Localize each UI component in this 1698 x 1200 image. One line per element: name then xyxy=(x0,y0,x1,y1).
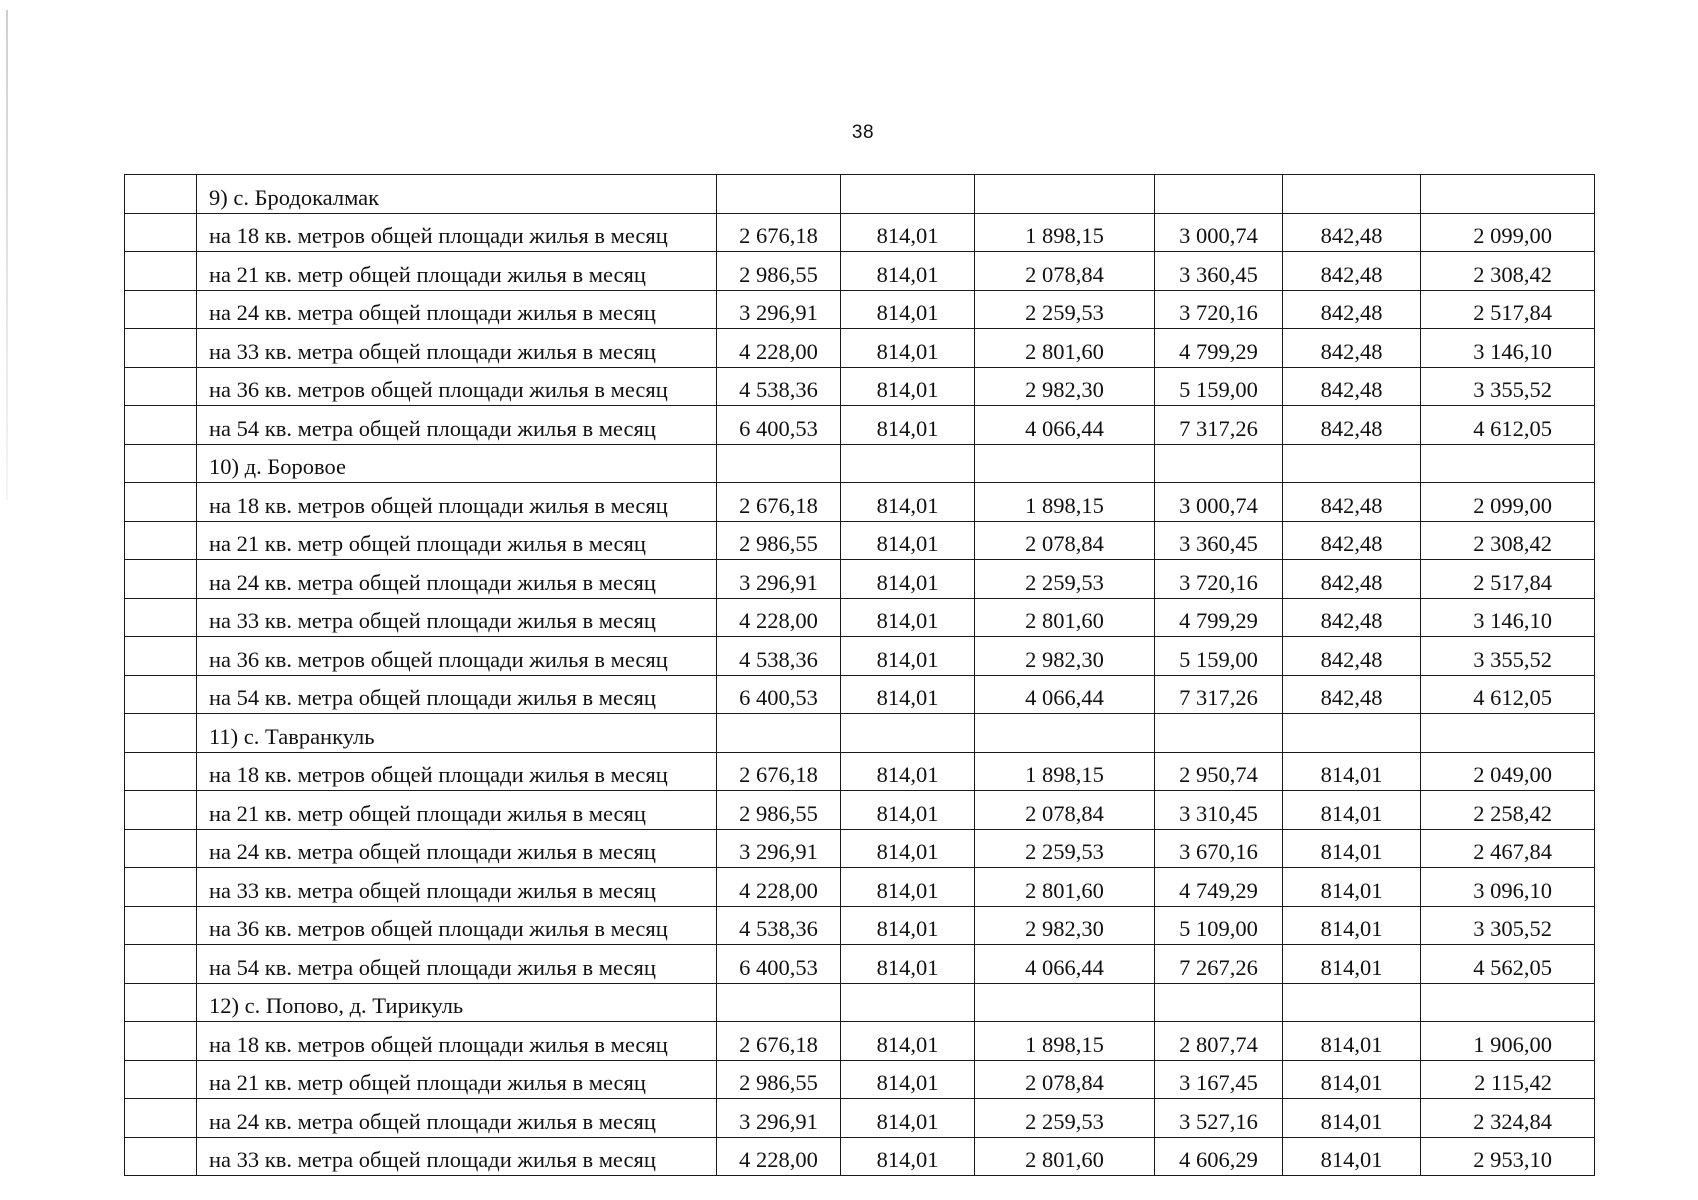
value-cell: 2 801,60 xyxy=(975,868,1155,907)
value-cell: 814,01 xyxy=(841,637,975,676)
table-row xyxy=(125,1060,1595,1099)
value-cell: 2 676,18 xyxy=(717,483,841,522)
empty-cell xyxy=(841,175,975,214)
table-row xyxy=(125,1022,1595,1061)
value-cell: 2 259,53 xyxy=(975,560,1155,599)
value-cell: 4 749,29 xyxy=(1155,868,1283,907)
table-row xyxy=(125,252,1595,291)
value-cell: 3 000,74 xyxy=(1155,483,1283,522)
empty-cell xyxy=(717,983,841,1022)
value-cell: 1 906,00 xyxy=(1421,1022,1595,1061)
value-cell: 2 517,84 xyxy=(1421,290,1595,329)
empty-cell xyxy=(975,983,1155,1022)
index-cell xyxy=(125,752,197,791)
value-cell: 6 400,53 xyxy=(717,675,841,714)
value-cell: 4 066,44 xyxy=(975,675,1155,714)
index-cell xyxy=(125,829,197,868)
row-label: на 24 кв. метра общей площади жилья в месяц xyxy=(197,560,717,599)
table-row xyxy=(125,367,1595,406)
empty-cell xyxy=(1283,983,1421,1022)
row-label: на 18 кв. метров общей площади жилья в месяц xyxy=(197,483,717,522)
empty-cell xyxy=(1155,444,1283,483)
section-title: 11) с. Тавранкуль xyxy=(197,714,717,753)
value-cell: 4 538,36 xyxy=(717,906,841,945)
value-cell: 6 400,53 xyxy=(717,945,841,984)
section-header-row xyxy=(125,175,1595,214)
value-cell: 2 982,30 xyxy=(975,367,1155,406)
empty-cell xyxy=(1283,175,1421,214)
value-cell: 3 355,52 xyxy=(1421,637,1595,676)
value-cell: 2 078,84 xyxy=(975,1060,1155,1099)
value-cell: 3 355,52 xyxy=(1421,367,1595,406)
value-cell: 2 986,55 xyxy=(717,252,841,291)
value-cell: 7 267,26 xyxy=(1155,945,1283,984)
row-label: на 21 кв. метр общей площади жилья в месяц xyxy=(197,1060,717,1099)
value-cell: 1 898,15 xyxy=(975,483,1155,522)
table-row xyxy=(125,637,1595,676)
index-cell xyxy=(125,1137,197,1176)
value-cell: 3 146,10 xyxy=(1421,598,1595,637)
value-cell: 814,01 xyxy=(1283,906,1421,945)
table-row xyxy=(125,752,1595,791)
value-cell: 842,48 xyxy=(1283,637,1421,676)
table-row xyxy=(125,675,1595,714)
value-cell: 842,48 xyxy=(1283,521,1421,560)
value-cell: 3 527,16 xyxy=(1155,1099,1283,1138)
value-cell: 3 296,91 xyxy=(717,290,841,329)
value-cell: 5 109,00 xyxy=(1155,906,1283,945)
index-cell xyxy=(125,367,197,406)
empty-cell xyxy=(717,714,841,753)
value-cell: 3 360,45 xyxy=(1155,521,1283,560)
value-cell: 2 078,84 xyxy=(975,521,1155,560)
value-cell: 4 066,44 xyxy=(975,406,1155,445)
row-label: на 33 кв. метра общей площади жилья в месяц xyxy=(197,868,717,907)
section-title: 9) с. Бродокалмак xyxy=(197,175,717,214)
value-cell: 6 400,53 xyxy=(717,406,841,445)
row-label: на 54 кв. метра общей площади жилья в месяц xyxy=(197,406,717,445)
value-cell: 2 801,60 xyxy=(975,598,1155,637)
value-cell: 842,48 xyxy=(1283,252,1421,291)
row-label: на 54 кв. метра общей площади жилья в месяц xyxy=(197,945,717,984)
table-row xyxy=(125,290,1595,329)
row-label: на 36 кв. метров общей площади жилья в месяц xyxy=(197,637,717,676)
value-cell: 814,01 xyxy=(841,1022,975,1061)
empty-cell xyxy=(841,444,975,483)
value-cell: 814,01 xyxy=(841,329,975,368)
section-title: 12) с. Попово, д. Тирикуль xyxy=(197,983,717,1022)
value-cell: 814,01 xyxy=(841,752,975,791)
section-title: 10) д. Боровое xyxy=(197,444,717,483)
value-cell: 4 606,29 xyxy=(1155,1137,1283,1176)
index-cell xyxy=(125,483,197,522)
value-cell: 4 799,29 xyxy=(1155,329,1283,368)
value-cell: 814,01 xyxy=(1283,1099,1421,1138)
value-cell: 2 982,30 xyxy=(975,906,1155,945)
table-row xyxy=(125,945,1595,984)
value-cell: 814,01 xyxy=(841,1060,975,1099)
index-cell xyxy=(125,175,197,214)
value-cell: 814,01 xyxy=(841,290,975,329)
row-label: на 36 кв. метров общей площади жилья в месяц xyxy=(197,906,717,945)
value-cell: 2 099,00 xyxy=(1421,483,1595,522)
value-cell: 2 986,55 xyxy=(717,791,841,830)
value-cell: 4 612,05 xyxy=(1421,406,1595,445)
empty-cell xyxy=(1155,983,1283,1022)
value-cell: 814,01 xyxy=(1283,1137,1421,1176)
value-cell: 2 676,18 xyxy=(717,1022,841,1061)
empty-cell xyxy=(1283,714,1421,753)
value-cell: 2 308,42 xyxy=(1421,252,1595,291)
value-cell: 814,01 xyxy=(841,829,975,868)
value-cell: 814,01 xyxy=(1283,791,1421,830)
value-cell: 2 258,42 xyxy=(1421,791,1595,830)
row-label: на 33 кв. метра общей площади жилья в месяц xyxy=(197,1137,717,1176)
table-row xyxy=(125,1137,1595,1176)
row-label: на 24 кв. метра общей площади жилья в месяц xyxy=(197,829,717,868)
value-cell: 5 159,00 xyxy=(1155,367,1283,406)
value-cell: 2 801,60 xyxy=(975,1137,1155,1176)
index-cell xyxy=(125,444,197,483)
value-cell: 814,01 xyxy=(841,367,975,406)
value-cell: 2 801,60 xyxy=(975,329,1155,368)
value-cell: 3 296,91 xyxy=(717,1099,841,1138)
index-cell xyxy=(125,1022,197,1061)
value-cell: 2 259,53 xyxy=(975,1099,1155,1138)
value-cell: 2 259,53 xyxy=(975,829,1155,868)
table-row xyxy=(125,521,1595,560)
value-cell: 814,01 xyxy=(1283,752,1421,791)
value-cell: 7 317,26 xyxy=(1155,406,1283,445)
value-cell: 3 296,91 xyxy=(717,829,841,868)
value-cell: 4 228,00 xyxy=(717,1137,841,1176)
value-cell: 2 986,55 xyxy=(717,1060,841,1099)
page-number: 38 xyxy=(851,122,875,143)
empty-cell xyxy=(1283,444,1421,483)
value-cell: 3 305,52 xyxy=(1421,906,1595,945)
index-cell xyxy=(125,213,197,252)
value-cell: 3 096,10 xyxy=(1421,868,1595,907)
index-cell xyxy=(125,329,197,368)
value-cell: 2 115,42 xyxy=(1421,1060,1595,1099)
empty-cell xyxy=(975,444,1155,483)
value-cell: 4 538,36 xyxy=(717,637,841,676)
empty-cell xyxy=(841,714,975,753)
row-label: на 33 кв. метра общей площади жилья в месяц xyxy=(197,329,717,368)
value-cell: 842,48 xyxy=(1283,290,1421,329)
value-cell: 814,01 xyxy=(841,483,975,522)
value-cell: 1 898,15 xyxy=(975,752,1155,791)
value-cell: 3 720,16 xyxy=(1155,290,1283,329)
empty-cell xyxy=(1155,714,1283,753)
empty-cell xyxy=(841,983,975,1022)
value-cell: 814,01 xyxy=(841,906,975,945)
tariff-table xyxy=(124,174,1595,1176)
row-label: на 18 кв. метров общей площади жилья в месяц xyxy=(197,752,717,791)
table-row xyxy=(125,791,1595,830)
value-cell: 2 807,74 xyxy=(1155,1022,1283,1061)
value-cell: 2 982,30 xyxy=(975,637,1155,676)
empty-cell xyxy=(717,175,841,214)
value-cell: 842,48 xyxy=(1283,406,1421,445)
empty-cell xyxy=(1421,175,1595,214)
value-cell: 2 049,00 xyxy=(1421,752,1595,791)
value-cell: 814,01 xyxy=(841,252,975,291)
row-label: на 21 кв. метр общей площади жилья в месяц xyxy=(197,252,717,291)
value-cell: 3 360,45 xyxy=(1155,252,1283,291)
value-cell: 3 146,10 xyxy=(1421,329,1595,368)
row-label: на 18 кв. метров общей площади жилья в месяц xyxy=(197,213,717,252)
value-cell: 2 517,84 xyxy=(1421,560,1595,599)
value-cell: 3 000,74 xyxy=(1155,213,1283,252)
value-cell: 7 317,26 xyxy=(1155,675,1283,714)
value-cell: 4 538,36 xyxy=(717,367,841,406)
table-row xyxy=(125,329,1595,368)
row-label: на 24 кв. метра общей площади жилья в месяц xyxy=(197,1099,717,1138)
value-cell: 2 467,84 xyxy=(1421,829,1595,868)
value-cell: 1 898,15 xyxy=(975,213,1155,252)
section-header-row xyxy=(125,983,1595,1022)
index-cell xyxy=(125,791,197,830)
scan-edge-line xyxy=(6,10,8,500)
value-cell: 2 676,18 xyxy=(717,213,841,252)
row-label: на 33 кв. метра общей площади жилья в месяц xyxy=(197,598,717,637)
value-cell: 814,01 xyxy=(1283,1022,1421,1061)
value-cell: 814,01 xyxy=(841,868,975,907)
row-label: на 24 кв. метра общей площади жилья в месяц xyxy=(197,290,717,329)
value-cell: 2 099,00 xyxy=(1421,213,1595,252)
value-cell: 814,01 xyxy=(1283,829,1421,868)
value-cell: 814,01 xyxy=(1283,1060,1421,1099)
value-cell: 3 167,45 xyxy=(1155,1060,1283,1099)
section-header-row xyxy=(125,444,1595,483)
value-cell: 2 950,74 xyxy=(1155,752,1283,791)
value-cell: 842,48 xyxy=(1283,367,1421,406)
value-cell: 2 986,55 xyxy=(717,521,841,560)
value-cell: 4 612,05 xyxy=(1421,675,1595,714)
index-cell xyxy=(125,406,197,445)
value-cell: 2 308,42 xyxy=(1421,521,1595,560)
value-cell: 814,01 xyxy=(841,213,975,252)
index-cell xyxy=(125,560,197,599)
index-cell xyxy=(125,675,197,714)
value-cell: 2 324,84 xyxy=(1421,1099,1595,1138)
index-cell xyxy=(125,1060,197,1099)
value-cell: 842,48 xyxy=(1283,213,1421,252)
empty-cell xyxy=(1421,444,1595,483)
value-cell: 814,01 xyxy=(841,560,975,599)
empty-cell xyxy=(975,175,1155,214)
value-cell: 2 078,84 xyxy=(975,252,1155,291)
table-row xyxy=(125,868,1595,907)
value-cell: 814,01 xyxy=(841,406,975,445)
index-cell xyxy=(125,521,197,560)
empty-cell xyxy=(975,714,1155,753)
value-cell: 4 228,00 xyxy=(717,329,841,368)
index-cell xyxy=(125,598,197,637)
row-label: на 21 кв. метр общей площади жилья в месяц xyxy=(197,791,717,830)
table-row xyxy=(125,906,1595,945)
empty-cell xyxy=(1421,983,1595,1022)
row-label: на 54 кв. метра общей площади жилья в месяц xyxy=(197,675,717,714)
value-cell: 842,48 xyxy=(1283,483,1421,522)
value-cell: 814,01 xyxy=(1283,945,1421,984)
table-row xyxy=(125,598,1595,637)
value-cell: 842,48 xyxy=(1283,598,1421,637)
table-row xyxy=(125,213,1595,252)
value-cell: 1 898,15 xyxy=(975,1022,1155,1061)
table-row xyxy=(125,1099,1595,1138)
value-cell: 5 159,00 xyxy=(1155,637,1283,676)
table-row xyxy=(125,406,1595,445)
value-cell: 814,01 xyxy=(841,1099,975,1138)
value-cell: 3 310,45 xyxy=(1155,791,1283,830)
empty-cell xyxy=(717,444,841,483)
value-cell: 2 078,84 xyxy=(975,791,1155,830)
index-cell xyxy=(125,945,197,984)
value-cell: 814,01 xyxy=(841,675,975,714)
value-cell: 842,48 xyxy=(1283,675,1421,714)
empty-cell xyxy=(1155,175,1283,214)
index-cell xyxy=(125,252,197,291)
index-cell xyxy=(125,714,197,753)
section-header-row xyxy=(125,714,1595,753)
value-cell: 814,01 xyxy=(841,791,975,830)
value-cell: 4 228,00 xyxy=(717,598,841,637)
row-label: на 18 кв. метров общей площади жилья в месяц xyxy=(197,1022,717,1061)
index-cell xyxy=(125,868,197,907)
value-cell: 814,01 xyxy=(841,598,975,637)
value-cell: 814,01 xyxy=(841,945,975,984)
value-cell: 4 562,05 xyxy=(1421,945,1595,984)
value-cell: 4 228,00 xyxy=(717,868,841,907)
table-row xyxy=(125,483,1595,522)
index-cell xyxy=(125,1099,197,1138)
value-cell: 2 259,53 xyxy=(975,290,1155,329)
tariff-table-body xyxy=(125,175,1595,1176)
empty-cell xyxy=(1421,714,1595,753)
value-cell: 2 676,18 xyxy=(717,752,841,791)
value-cell: 3 296,91 xyxy=(717,560,841,599)
value-cell: 3 670,16 xyxy=(1155,829,1283,868)
value-cell: 3 720,16 xyxy=(1155,560,1283,599)
value-cell: 842,48 xyxy=(1283,560,1421,599)
value-cell: 814,01 xyxy=(1283,868,1421,907)
value-cell: 4 066,44 xyxy=(975,945,1155,984)
index-cell xyxy=(125,637,197,676)
index-cell xyxy=(125,906,197,945)
table-row xyxy=(125,560,1595,599)
row-label: на 21 кв. метр общей площади жилья в месяц xyxy=(197,521,717,560)
table-row xyxy=(125,829,1595,868)
value-cell: 814,01 xyxy=(841,521,975,560)
row-label: на 36 кв. метров общей площади жилья в месяц xyxy=(197,367,717,406)
value-cell: 814,01 xyxy=(841,1137,975,1176)
index-cell xyxy=(125,290,197,329)
value-cell: 2 953,10 xyxy=(1421,1137,1595,1176)
index-cell xyxy=(125,983,197,1022)
value-cell: 4 799,29 xyxy=(1155,598,1283,637)
value-cell: 842,48 xyxy=(1283,329,1421,368)
